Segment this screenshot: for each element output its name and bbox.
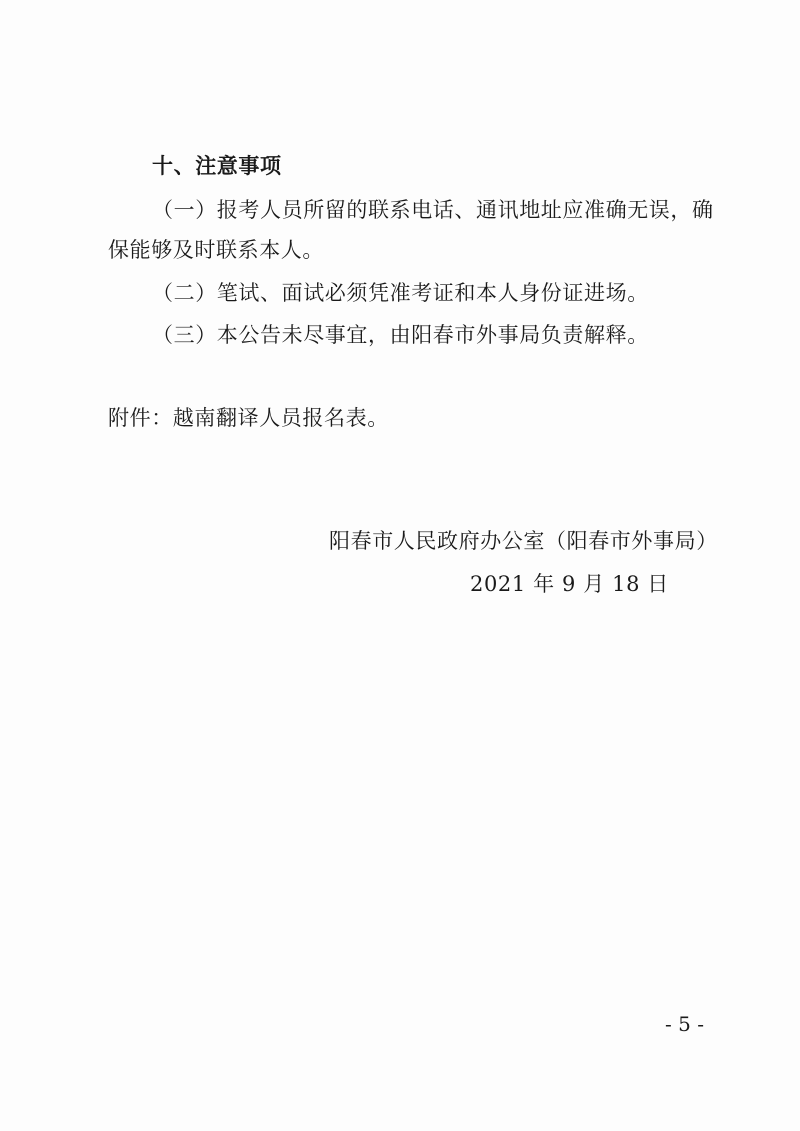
notice-item-2: （二）笔试、面试必须凭准考证和本人身份证进场。 <box>152 281 649 305</box>
issuer-name: 阳春市人民政府办公室（阳春市外事局） <box>329 529 718 553</box>
page-number: - 5 - <box>665 1012 704 1036</box>
attachment-note: 附件：越南翻译人员报名表。 <box>108 406 389 430</box>
notice-item-1-line-2: 保能够及时联系本人。 <box>108 238 324 262</box>
issue-date: 2021 年 9 月 18 日 <box>470 572 669 596</box>
section-heading: 十、注意事项 <box>152 154 282 178</box>
notice-item-3: （三）本公告未尽事宜，由阳春市外事局负责解释。 <box>152 323 649 347</box>
notice-item-1-line-1: （一）报考人员所留的联系电话、通讯地址应准确无误，确 <box>152 198 714 222</box>
